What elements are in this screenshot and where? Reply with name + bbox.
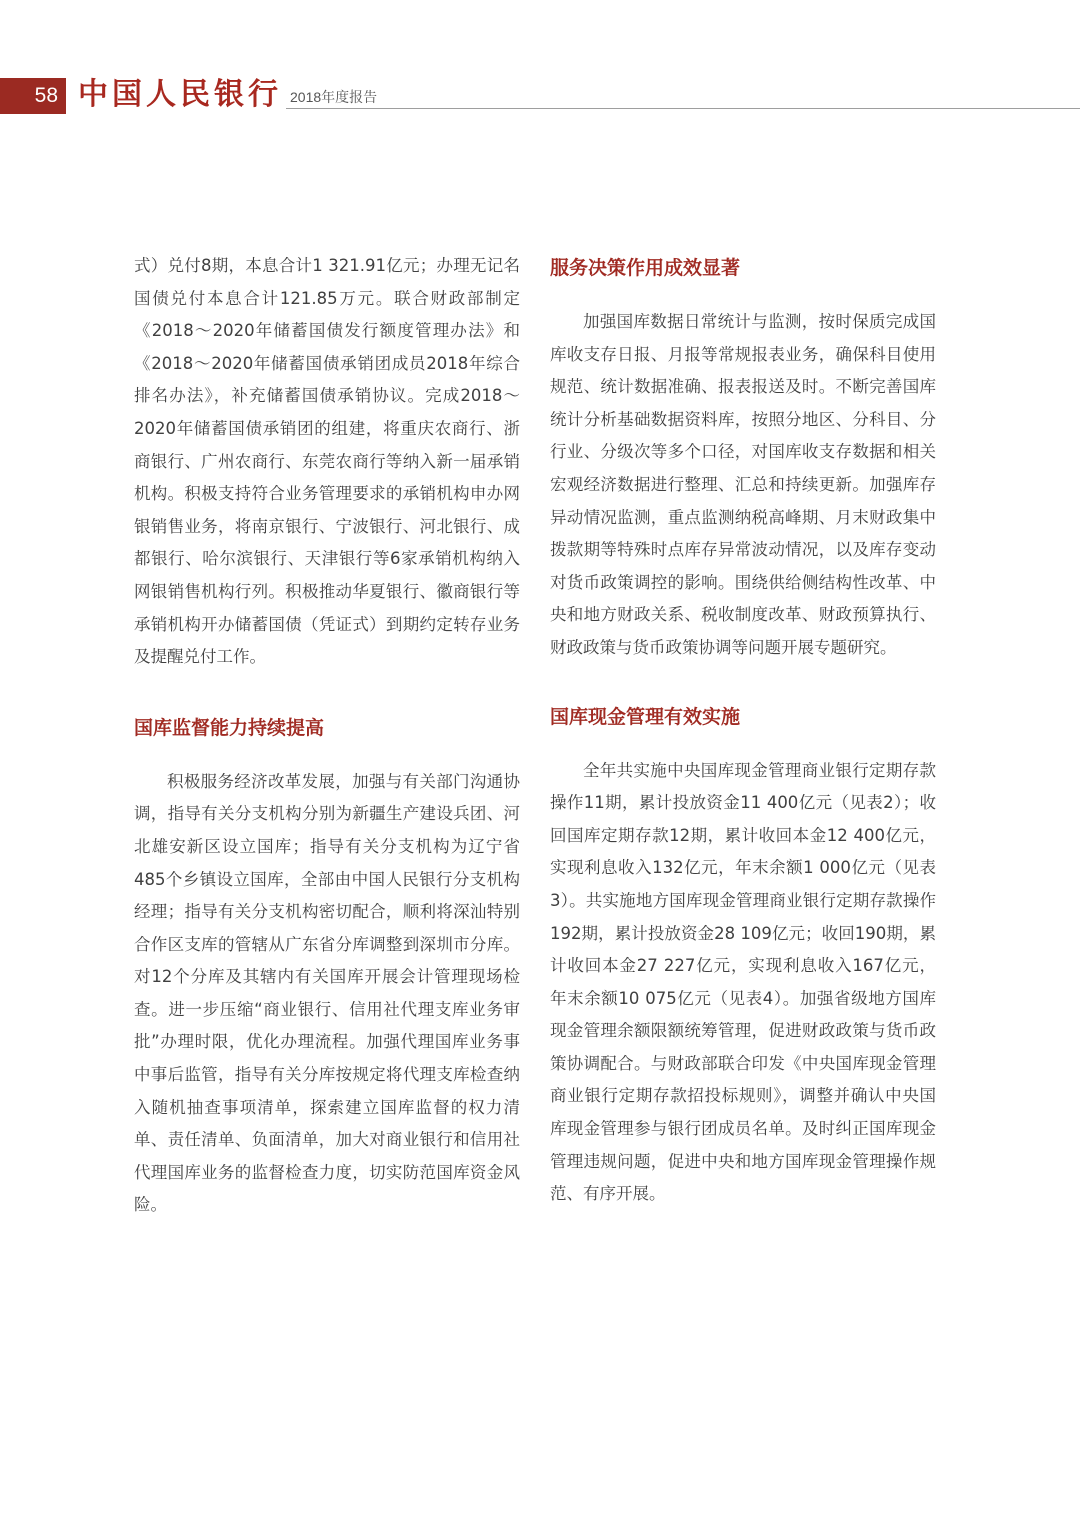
intro-paragraph: 式）兑付8期，本息合计1 321.91亿元；办理无记名国债兑付本息合计121.85万元。联合财政部制定《2018～2020年储蓄国债发行额度管理办法》和《2018～2020年储蓄国债承销团成员2018年综合排名办法》，补充储蓄国债承销协议。完成2018～2020年储蓄国债承销团的组建，将重庆农商行、浙商银行、广州农商行、东莞农商行等纳入新一届承销机构。积极支持符合业务管理要求的承销机构申办网银销售业务，将南京银行、宁波银行、河北银行、成都银行、哈尔滨银行、天津银行等6家承销机构纳入网银销售机构行列。积极推动华夏银行、徽商银行等承销机构开办储蓄国债（凭证式）到期约定转存业务及提醒兑付工作。 — [134, 256, 520, 667]
section-paragraph-cash-management: 全年共实施中央国库现金管理商业银行定期存款操作11期，累计投放资金11 400亿元（见表2）；收回国库定期存款12期，累计收回本金12 400亿元，实现利息收入132亿元，年末余额1 000亿元（见表3）。共实施地方国库现金管理商业银行定期存款操作192期，累计投放资金28 109亿元；收回190期，累计收回本金27 227亿元，实现利息收入167亿元，年末余额10 075亿元（见表4）。加强省级地方国库现金管理余额限额统筹管理，促进财政政策与货币政策协调配合。与财政部联合印发《中央国库现金管理商业银行定期存款招投标规则》，调整并确认中央国库现金管理参与银行团成员名单。及时纠正国库现金管理违规问题，促进中央和地方国库现金管理操作规范、有序开展。 — [550, 760, 936, 1204]
section-heading-cash-management: 国库现金管理有效实施 — [550, 705, 741, 728]
right-column — [550, 250, 936, 1211]
section-paragraph-supervision: 积极服务经济改革发展，加强与有关部门沟通协调，指导有关分支机构分别为新疆生产建设兵团、河北雄安新区设立国库；指导有关分支机构为辽宁省485个乡镇设立国库，全部由中国人民银行分支机构经理；指导有关分支机构密切配合，顺利将深汕特别合作区支库的管辖从广东省分库调整到深圳市分库。对12个分库及其辖内有关国库开展会计管理现场检查。进一步压缩“商业银行、信用社代理支库业务审批”办理时限，优化办理流程。加强代理国库业务事中事后监管，指导有关分库按规定将代理支库检查纳入随机抽查事项清单，探索建立国库监督的权力清单、责任清单、负面清单，加大对商业银行和信用社代理国库业务的监督检查力度，切实防范国库资金风险。 — [134, 771, 520, 1215]
page-header — [0, 78, 1080, 114]
left-column — [134, 250, 520, 1222]
section-heading-decision-service: 服务决策作用成效显著 — [550, 257, 741, 279]
section-heading-supervision: 国库监督能力持续提高 — [134, 716, 325, 739]
header-divider — [286, 108, 1080, 109]
brand-logo-text: 中国人民银行 — [78, 77, 282, 112]
section-paragraph-decision-service: 加强国库数据日常统计与监测，按时保质完成国库收支存日报、月报等常规报表业务，确保科目使用规范、统计数据准确、报表报送及时。不断完善国库统计分析基础数据资料库，按照分地区、分科目、分行业、分级次等多个口径，对国库收支存数据和相关宏观经济数据进行整理、汇总和持续更新。加强库存异动情况监测，重点监测纳税高峰期、月末财政集中拨款期等特殊时点库存异常波动情况，以及库存变动对货币政策调控的影响。围绕供给侧结构性改革、中央和地方财政关系、税收制度改革、财政预算执行、财政政策与货币政策协调等问题开展专题研究。 — [550, 312, 936, 657]
report-title: 2018年度报告 — [290, 89, 378, 105]
page-number-badge — [0, 78, 66, 114]
page-number: 58 — [34, 84, 58, 107]
